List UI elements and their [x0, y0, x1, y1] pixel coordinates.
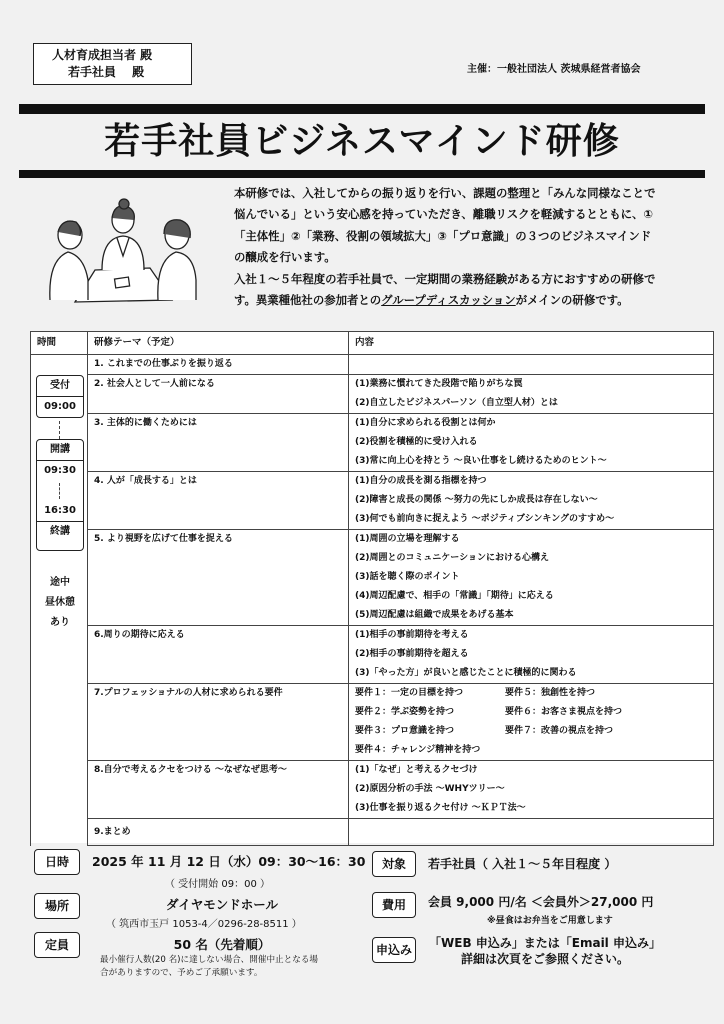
- theme-cell: [88, 761, 349, 819]
- content-item: (1)業務に慣れてきた段階で陥りがちな罠: [355, 379, 523, 389]
- apply-info: [420, 935, 670, 967]
- content-cell: [349, 819, 714, 846]
- content-cell: [349, 761, 714, 819]
- fee-value: 会員 9,000 円/名 ＜会員外＞27,000 円: [428, 895, 654, 909]
- content-item: (1)周囲の立場を理解する: [355, 534, 460, 544]
- addressee-line: 若手社員 殿: [68, 65, 145, 79]
- intro-line: 入社１～５年程度の若手社員で、一定期間の業務経験がある方におすすめの研修で: [234, 271, 656, 286]
- reception-time-box: [36, 375, 84, 418]
- content-item: (3)話を聴く際のポイント: [355, 572, 460, 582]
- capacity-label: 定員: [34, 932, 80, 958]
- content-item: (3)常に向上心を持とう ～良い仕事をし続けるためのヒント～: [355, 456, 607, 466]
- table-row: [31, 414, 714, 472]
- open-label: 開講: [50, 444, 70, 455]
- theme-text: 8.自分で考えるクセをつける ～なぜなぜ思考～: [94, 765, 287, 775]
- content-item: (4)周辺配慮で、相手の「常識」「期待」に応える: [355, 591, 554, 601]
- table-row: [31, 626, 714, 684]
- content-item: (1)自分に求められる役割とは何か: [355, 418, 496, 428]
- content-item: (1)「なぜ」と考えるクセづけ: [355, 765, 478, 775]
- intro-line: 「主体性」②「業務、役割の領域拡大」③「プロ意識」の３つのビジネスマインド: [234, 228, 652, 243]
- date-value: 2025 年 11 月 12 日（水）09：30～16：30: [92, 854, 366, 869]
- intro-line: の醸成を行います。: [234, 250, 336, 265]
- theme-cell: [88, 472, 349, 530]
- title-bar-top: [19, 104, 705, 114]
- content-item: (3)「やった方」が良いと感じたことに積極的に関わる: [355, 668, 577, 678]
- place-label: 場所: [34, 893, 80, 919]
- theme-text: 5. より視野を広げて仕事を捉える: [94, 534, 233, 544]
- content-cell: [349, 375, 714, 414]
- theme-text: 7.プロフェッショナルの人材に求められる要件: [94, 688, 283, 698]
- theme-cell: [88, 626, 349, 684]
- requirement-item: 要件３：プロ意識を持つ: [355, 726, 455, 736]
- table-row: [31, 761, 714, 819]
- col-header-time: 時間: [31, 332, 88, 355]
- theme-cell: [88, 414, 349, 472]
- break-note: 途中: [50, 577, 70, 588]
- title-bar-bottom: [19, 170, 705, 178]
- table-row: [31, 530, 714, 626]
- fee-note: ※昼食はお弁当をご用意します: [487, 916, 613, 926]
- table-row: [31, 819, 714, 846]
- intro-text-part: す。異業種他社の参加者との: [234, 293, 382, 308]
- close-label: 終講: [37, 521, 83, 542]
- schedule-grid: [30, 331, 714, 846]
- table-row: [31, 684, 714, 761]
- reception-time: 09:00: [37, 396, 83, 417]
- content-item: (2)自立したビジネスパーソン（自立型人材）とは: [355, 398, 558, 408]
- theme-text: 1. これまでの仕事ぶりを振り返る: [94, 359, 233, 369]
- target-value: 若手社員（ 入社１～５年目程度 ）: [428, 857, 617, 871]
- theme-text: 6.周りの期待に応える: [94, 630, 185, 640]
- content-item: (2)原因分析の手法 ～WHYツリー～: [355, 784, 505, 794]
- apply-label: 申込み: [372, 937, 416, 963]
- requirement-item: 要件１：一定の目標を持つ: [355, 688, 464, 698]
- addressee-line: 人材育成担当者 殿: [52, 48, 153, 62]
- content-item: (5)周辺配慮は組織で成果をあげる基本: [355, 610, 514, 620]
- open-time: 09:30: [37, 460, 83, 481]
- intro-line: [234, 290, 706, 311]
- content-item: (2)周囲とのコミュニケーションにおける心構え: [355, 553, 549, 563]
- addressee-box: [33, 43, 192, 85]
- content-item: (2)相手の事前期待を超える: [355, 649, 469, 659]
- table-row: [31, 472, 714, 530]
- target-label: 対象: [372, 851, 416, 877]
- date-sub: （ 受付開始 09：00 ）: [165, 879, 270, 890]
- date-label: 日時: [34, 849, 80, 875]
- content-item: (3)何でも前向きに捉えよう ～ポジティブシンキングのすすめ～: [355, 514, 615, 524]
- col-header-theme: 研修テーマ（予定）: [88, 332, 349, 355]
- capacity-value: 50 名（先着順）: [173, 937, 271, 952]
- content-cell: [349, 530, 714, 626]
- col-header-content: 内容: [349, 332, 714, 355]
- intro-line: 本研修では、入社してからの振り返りを行い、課題の整理と「みんな同様なことで: [234, 186, 656, 200]
- content-item: (2)役割を積極的に受け入れる: [355, 437, 478, 447]
- theme-cell: [88, 684, 349, 761]
- fee-label: 費用: [372, 892, 416, 918]
- content-cell: [349, 626, 714, 684]
- break-note: 昼休憩: [45, 597, 75, 608]
- content-item: (1)相手の事前期待を考える: [355, 630, 469, 640]
- close-time: 16:30: [44, 505, 76, 516]
- content-item: (1)自分の成長を測る指標を持つ: [355, 476, 487, 486]
- requirement-item: 要件６：お客さま視点を持つ: [505, 707, 623, 717]
- theme-text: 9.まとめ: [94, 827, 131, 837]
- meeting-illustration: [40, 190, 200, 320]
- content-cell: [349, 684, 714, 761]
- capacity-note-line: 合がありますので、予めご了承願います。: [100, 968, 263, 978]
- time-connector-inner: [37, 481, 83, 501]
- page-title: 若手社員ビジネスマインド研修: [104, 121, 620, 162]
- theme-cell: [88, 530, 349, 626]
- reception-label: 受付: [50, 380, 70, 391]
- content-item: [355, 355, 713, 374]
- intro-text-part: がメインの研修です。: [515, 293, 629, 308]
- intro-line: 悩んでいる」という安心感を持っていただき、離職リスクを軽減するとともに、①: [234, 207, 654, 222]
- session-time-box: [36, 439, 84, 551]
- requirement-item: 要件７：改善の視点を持つ: [505, 726, 614, 736]
- capacity-note-line: 最小催行人数(20 名)に達しない場合、開催中止となる場: [100, 955, 319, 965]
- table-row: [31, 375, 714, 414]
- theme-text: 2. 社会人として一人前になる: [94, 379, 215, 389]
- content-cell: [349, 414, 714, 472]
- content-cell: [349, 355, 714, 375]
- theme-cell: [88, 819, 349, 846]
- content-item: [355, 819, 713, 838]
- requirement-item: 要件５：独創性を持つ: [505, 688, 596, 698]
- break-note: あり: [50, 617, 70, 628]
- content-item: (2)障害と成長の関係 ～努力の先にしか成長は存在しない～: [355, 495, 598, 505]
- intro-underlined: グループディスカッション: [381, 293, 516, 308]
- time-connector: [59, 421, 60, 439]
- theme-text: 4. 人が「成長する」とは: [94, 476, 197, 486]
- requirement-item: 要件２：学ぶ姿勢を持つ: [355, 707, 455, 717]
- requirement-item: 要件４：チャレンジ精神を持つ: [355, 745, 481, 755]
- place-value: ダイヤモンドホール: [165, 897, 278, 912]
- schedule-table: [30, 331, 713, 843]
- apply-line: 「WEB 申込み」または「Email 申込み」: [429, 936, 661, 950]
- theme-text: 3. 主体的に働くためには: [94, 418, 197, 428]
- content-cell: [349, 472, 714, 530]
- requirements-grid: [355, 684, 713, 760]
- intro-text: [234, 183, 706, 311]
- apply-line: 詳細は次頁をご参照ください。: [460, 952, 629, 966]
- capacity-note: [100, 954, 318, 980]
- theme-cell: [88, 355, 349, 375]
- content-item: (3)仕事を振り返るクセ付け ～ＫＰＴ法～: [355, 803, 526, 813]
- place-sub: （ 筑西市玉戸 1053-4／0296-28-8511 ）: [106, 919, 302, 930]
- theme-cell: [88, 375, 349, 414]
- organizer: 主催：一般社団法人 茨城県経営者協会: [467, 64, 641, 75]
- table-row: [31, 355, 714, 375]
